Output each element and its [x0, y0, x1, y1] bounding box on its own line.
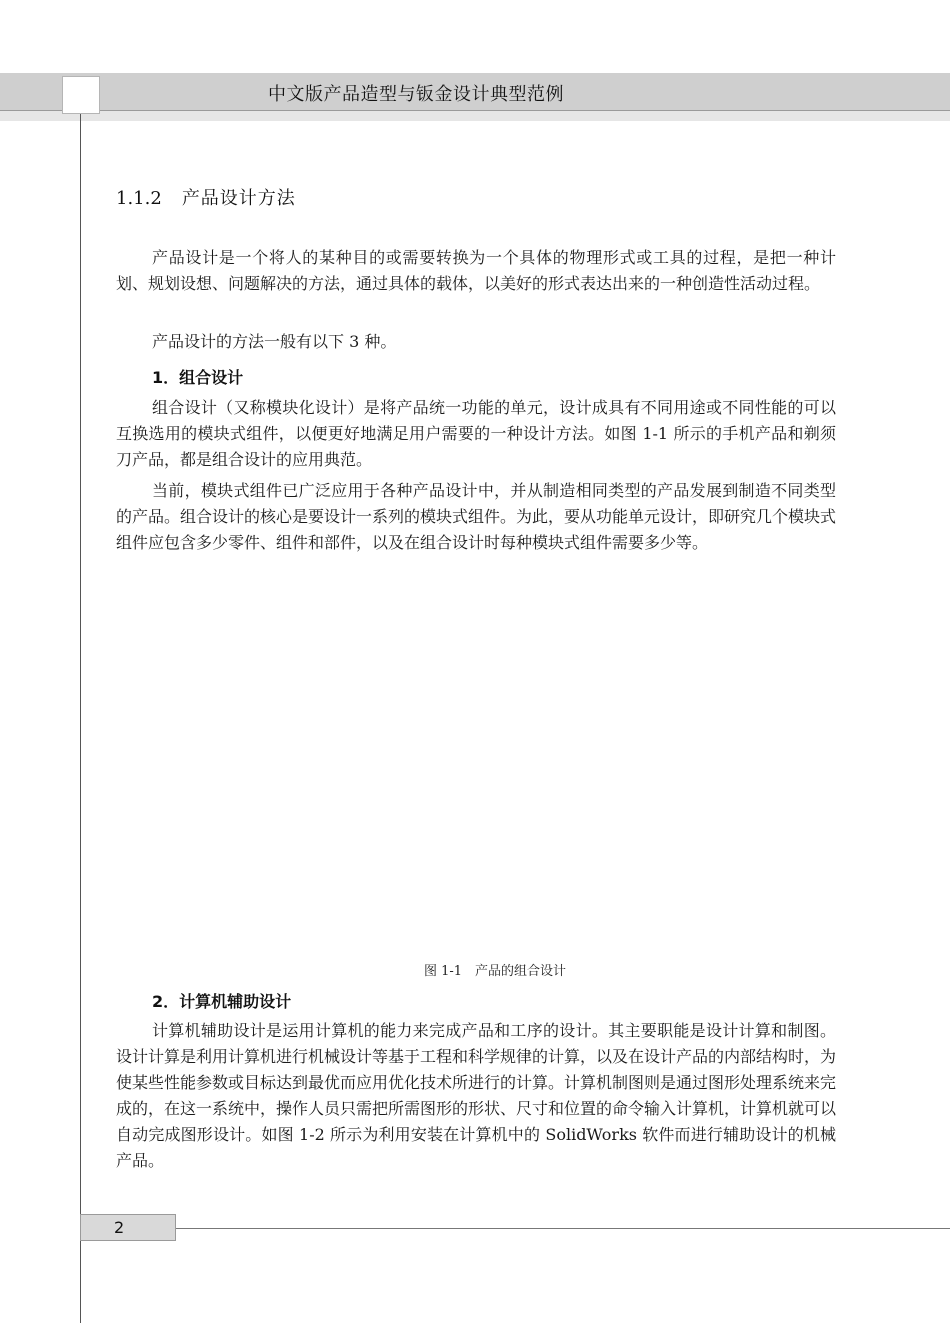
paragraph-cad: 计算机辅助设计是运用计算机的能力来完成产品和工序的设计。其主要职能是设计计算和制图。设计计算是利用计算机进行机械设计等基于工程和科学规律的计算，以及在设计产品的内部结构时，为使某些性能参数或目标达到最优而应用优化技术所进行的计算。计算机制图则是通过图形处理系统来完成的，在这一系统中，操作人员只需把所需图形的形状、尺寸和位置的命令输入计算机，计算机就可以自动完成图形设计。如图 1-2 所示为利用安装在计算机中的 SolidWorks 软件而进行辅助设计的机械产品。	[116, 1021, 837, 1170]
running-header-underband	[0, 111, 950, 121]
header-corner-box	[62, 76, 100, 114]
figure-caption	[0, 960, 950, 979]
page-number-box	[80, 1214, 176, 1241]
section-title: 产品设计方法	[181, 188, 296, 209]
subheading-modular-design: 1．组合设计	[152, 368, 244, 387]
section-heading	[116, 184, 296, 210]
figure-caption-text: 图 1-1 产品的组合设计	[423, 964, 567, 979]
running-header-title: 中文版产品造型与钣金设计典型范例	[268, 84, 564, 105]
paragraph-modular-components: 当前，模块式组件已广泛应用于各种产品设计中，并从制造相同类型的产品发展到制造不同类型的产品。组合设计的核心是要设计一系列的模块式组件。为此，要从功能单元设计，即研究几个模块式组件应包含多少零件、组件和部件，以及在组合设计时每种模块式组件需要多少等。	[116, 481, 837, 552]
paragraph-modular-definition: 组合设计（又称模块化设计）是将产品统一功能的单元，设计成具有不同用途或不同性能的可以互换选用的模块式组件，以便更好地满足用户需要的一种设计方法。如图 1-1 所示的手机产品和剃须刀产品，都是组合设计的应用典范。	[116, 398, 836, 469]
paragraph-methods-count: 产品设计的方法一般有以下 3 种。	[152, 332, 397, 351]
left-margin-rule	[80, 114, 81, 1323]
footer-rule	[176, 1228, 950, 1229]
page-number: 2	[114, 1218, 125, 1237]
paragraph-intro: 产品设计是一个将人的某种目的或需要转换为一个具体的物理形式或工具的过程，是把一种计划、规划设想、问题解决的方法，通过具体的载体，以美好的形式表达出来的一种创造性活动过程。	[116, 248, 836, 293]
section-number: 1.1.2	[116, 188, 162, 209]
figure-1-1-image	[116, 590, 836, 950]
subheading-cad: 2．计算机辅助设计	[152, 992, 292, 1011]
